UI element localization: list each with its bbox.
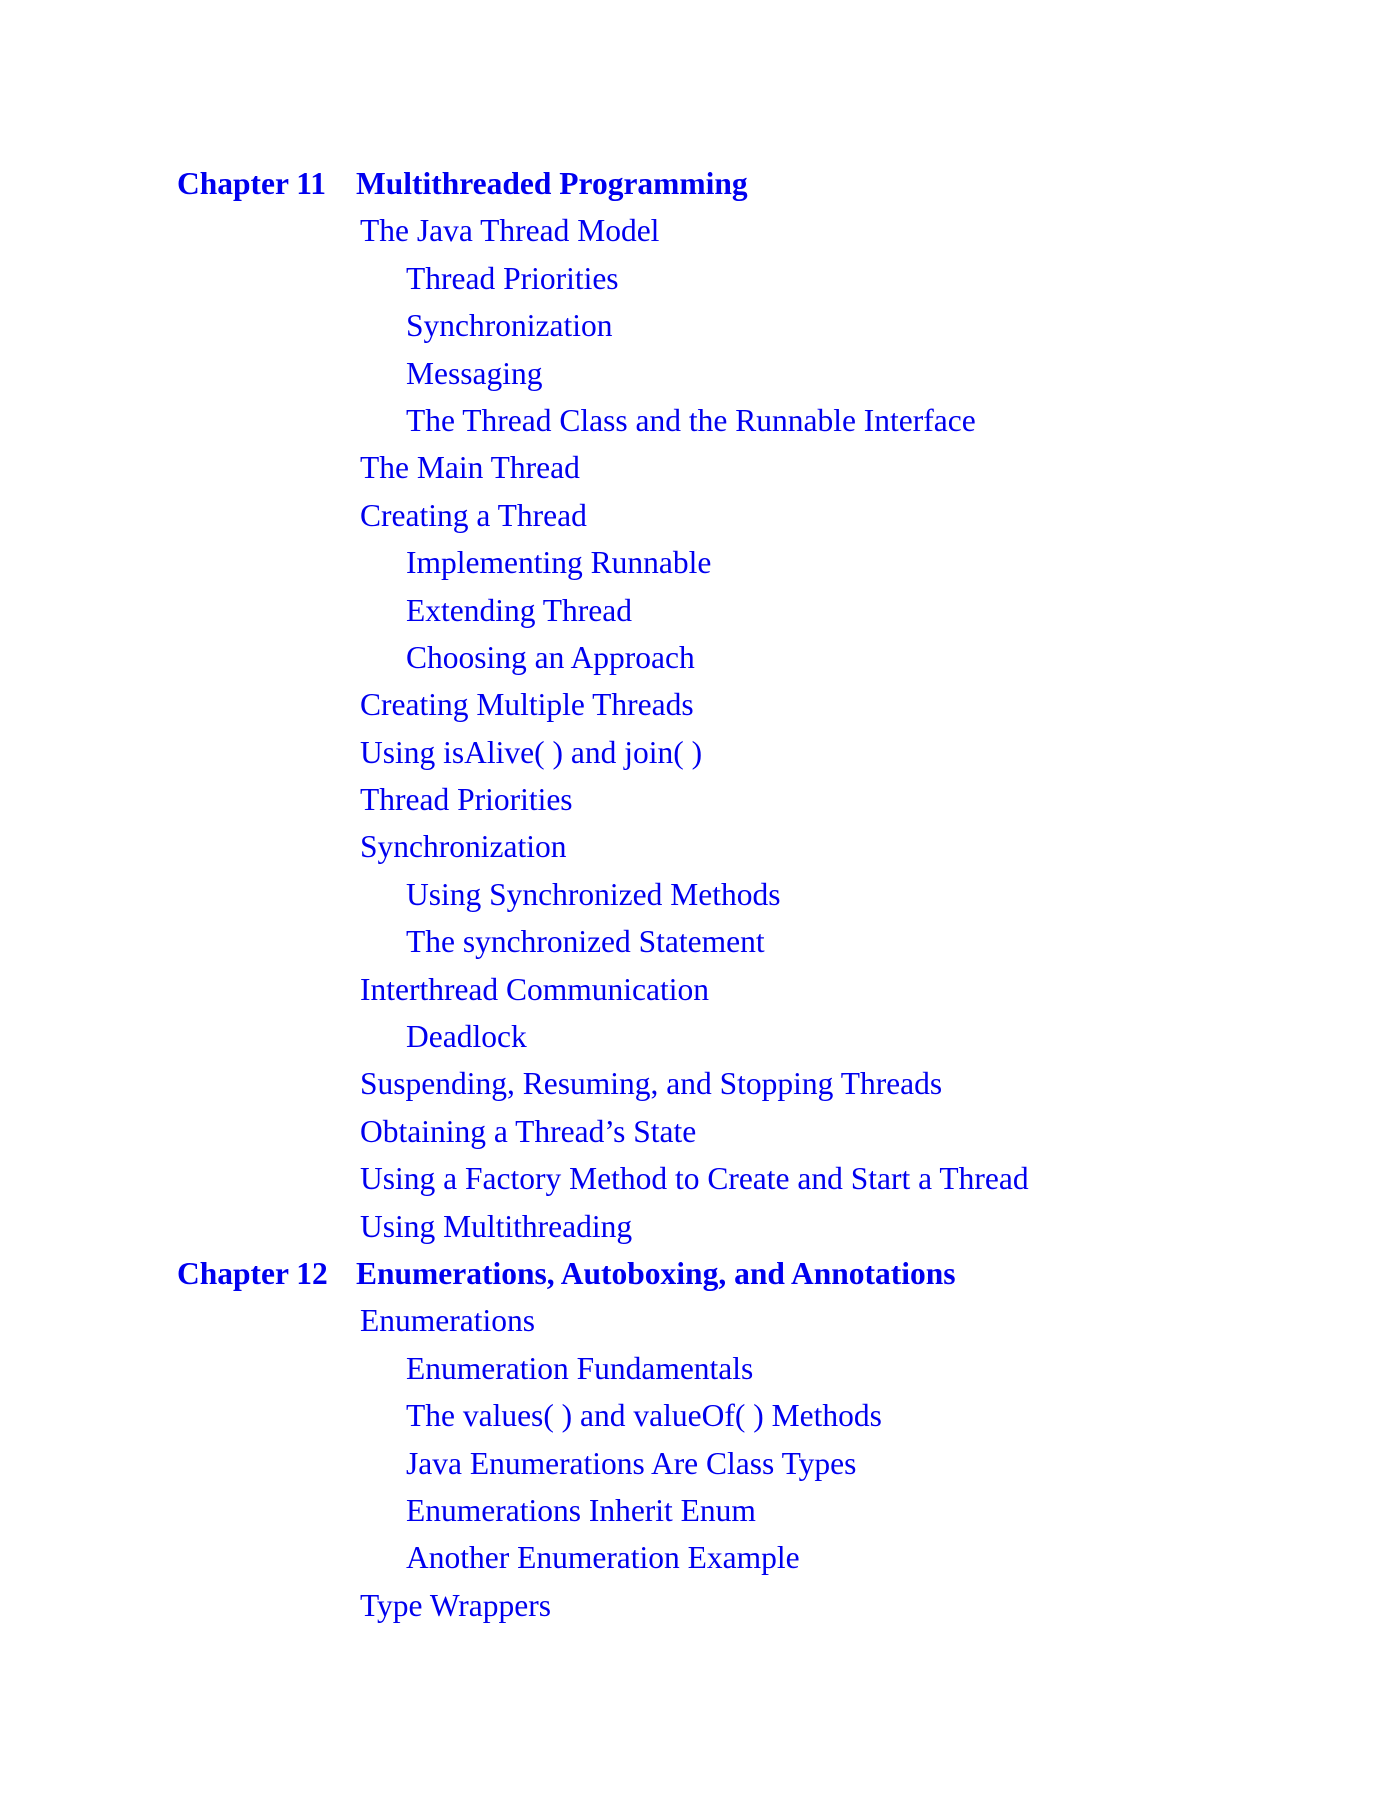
chapter-heading-link[interactable] bbox=[177, 160, 1277, 207]
toc-subsection-link[interactable]: The synchronized Statement bbox=[406, 924, 765, 960]
toc-subsection-link[interactable]: Deadlock bbox=[406, 1019, 527, 1055]
table-of-contents bbox=[177, 160, 1277, 1629]
toc-section-link[interactable]: Synchronization bbox=[360, 829, 567, 865]
toc-subsection-link[interactable]: Enumerations Inherit Enum bbox=[406, 1492, 756, 1528]
toc-subsection-link[interactable]: Implementing Runnable bbox=[406, 545, 712, 581]
toc-section-link[interactable]: Using isAlive( ) and join( ) bbox=[360, 734, 703, 770]
toc-section-link[interactable]: Enumerations bbox=[360, 1303, 535, 1339]
toc-section-link[interactable]: The Main Thread bbox=[360, 450, 580, 486]
toc-subsection-link[interactable]: Java Enumerations Are Class Types bbox=[406, 1445, 857, 1481]
chapter-title: Enumerations, Autoboxing, and Annotations bbox=[356, 1255, 956, 1291]
toc-section-link[interactable]: Thread Priorities bbox=[360, 782, 573, 818]
toc-section-link[interactable]: Suspending, Resuming, and Stopping Threads bbox=[360, 1066, 943, 1102]
chapter-title: Multithreaded Programming bbox=[356, 166, 748, 201]
toc-section-link[interactable]: Interthread Communication bbox=[360, 971, 710, 1007]
toc-section-link[interactable]: Using a Factory Method to Create and Start a Thread bbox=[360, 1161, 1029, 1197]
toc-subsection-link[interactable]: Using Synchronized Methods bbox=[406, 876, 781, 912]
toc-section-link[interactable]: The Java Thread Model bbox=[360, 213, 660, 249]
toc-subsection-link[interactable]: The values( ) and valueOf( ) Methods bbox=[406, 1398, 882, 1434]
toc-section-link[interactable]: Obtaining a Thread’s State bbox=[360, 1113, 697, 1149]
toc-section-link[interactable]: Type Wrappers bbox=[360, 1587, 551, 1623]
toc-section-link[interactable]: Creating a Thread bbox=[360, 497, 587, 533]
toc-subsection-link[interactable]: Another Enumeration Example bbox=[406, 1540, 800, 1576]
chapter-heading-link[interactable] bbox=[177, 1250, 1277, 1297]
toc-subsection-link[interactable]: Synchronization bbox=[406, 308, 613, 344]
toc-section-link[interactable]: Using Multithreading bbox=[360, 1208, 633, 1244]
toc-subsection-link[interactable]: Messaging bbox=[406, 355, 543, 391]
toc-subsection-link[interactable]: Extending Thread bbox=[406, 592, 632, 628]
toc-section-link[interactable]: Creating Multiple Threads bbox=[360, 687, 694, 723]
chapter-number: Chapter 11 bbox=[177, 166, 327, 201]
toc-subsection-link[interactable]: Thread Priorities bbox=[406, 260, 619, 296]
toc-subsection-link[interactable]: Enumeration Fundamentals bbox=[406, 1350, 754, 1386]
chapter-number: Chapter 12 bbox=[177, 1255, 328, 1291]
toc-subsection-link[interactable]: The Thread Class and the Runnable Interface bbox=[406, 402, 976, 438]
toc-subsection-link[interactable]: Choosing an Approach bbox=[406, 639, 695, 675]
